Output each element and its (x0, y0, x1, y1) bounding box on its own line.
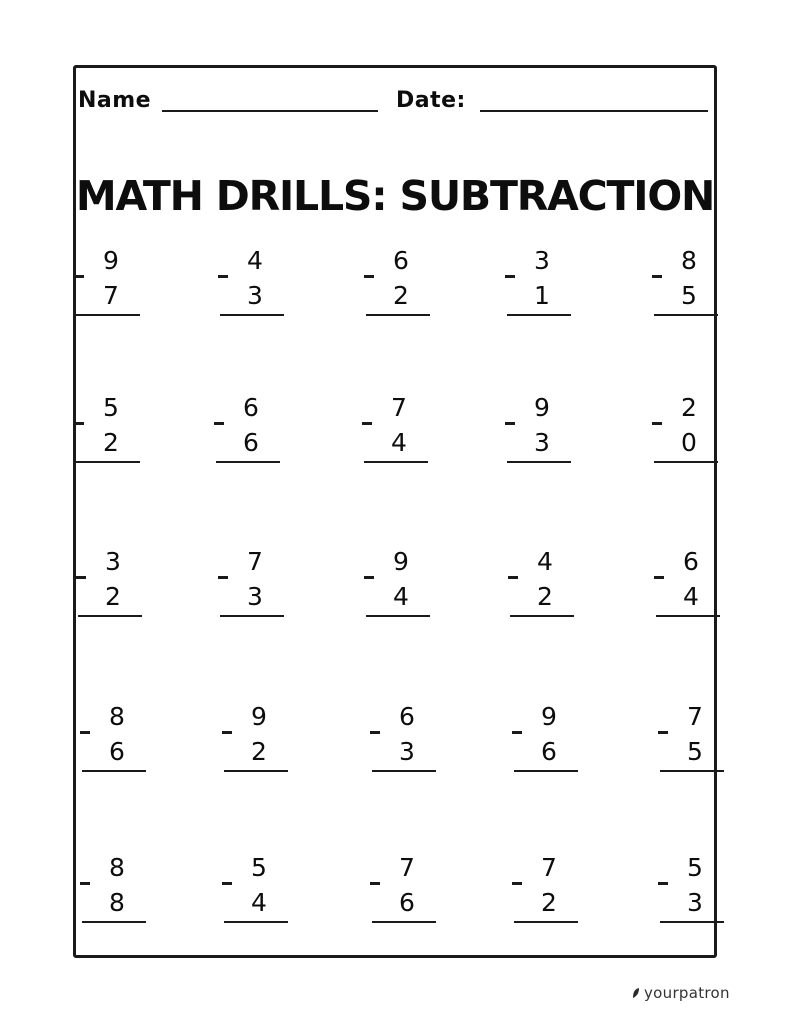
subtrahend: 5 (681, 281, 697, 310)
subtraction-problem (658, 854, 724, 930)
minuend: 3 (105, 547, 121, 576)
minus-sign (658, 882, 668, 885)
subtraction-problem (370, 703, 436, 779)
brand-name: yourpatron (644, 984, 730, 1002)
answer-line[interactable] (660, 921, 724, 923)
subtraction-problem (214, 394, 280, 470)
subtraction-problem (74, 394, 140, 470)
answer-line[interactable] (510, 615, 574, 617)
brand-logo (632, 983, 730, 1003)
minus-sign (74, 275, 84, 278)
answer-line[interactable] (78, 615, 142, 617)
subtraction-problem (362, 394, 428, 470)
subtrahend: 6 (399, 888, 415, 917)
answer-line[interactable] (76, 314, 140, 316)
minuend: 8 (681, 246, 697, 275)
subtrahend: 3 (534, 428, 550, 457)
minus-sign (74, 422, 84, 425)
minuend: 4 (537, 547, 553, 576)
subtrahend: 6 (541, 737, 557, 766)
subtraction-problem (370, 854, 436, 930)
minus-sign (370, 882, 380, 885)
subtraction-problem (652, 394, 718, 470)
name-label: Name (78, 88, 152, 113)
subtraction-problem (652, 247, 718, 323)
subtrahend: 2 (537, 582, 553, 611)
minus-sign (222, 731, 232, 734)
minus-sign (80, 882, 90, 885)
answer-line[interactable] (216, 461, 280, 463)
minuend: 7 (541, 853, 557, 882)
minus-sign (364, 275, 374, 278)
minuend: 7 (399, 853, 415, 882)
answer-line[interactable] (220, 615, 284, 617)
minuend: 6 (399, 702, 415, 731)
subtraction-problem (74, 247, 140, 323)
minus-sign (505, 275, 515, 278)
subtrahend: 2 (541, 888, 557, 917)
minus-sign (218, 576, 228, 579)
answer-line[interactable] (507, 461, 571, 463)
minuend: 5 (251, 853, 267, 882)
minus-sign (80, 731, 90, 734)
minus-sign (362, 422, 372, 425)
subtrahend: 2 (393, 281, 409, 310)
minus-sign (214, 422, 224, 425)
subtrahend: 3 (247, 582, 263, 611)
answer-line[interactable] (366, 314, 430, 316)
subtrahend: 6 (243, 428, 259, 457)
subtrahend: 4 (683, 582, 699, 611)
minuend: 6 (243, 393, 259, 422)
subtraction-problem (505, 247, 571, 323)
subtrahend: 3 (687, 888, 703, 917)
answer-line[interactable] (514, 770, 578, 772)
date-field[interactable] (480, 110, 708, 112)
subtraction-problem (658, 703, 724, 779)
minuend: 9 (393, 547, 409, 576)
minuend: 9 (534, 393, 550, 422)
minus-sign (370, 731, 380, 734)
minuend: 5 (687, 853, 703, 882)
subtraction-problem (508, 548, 574, 624)
subtrahend: 4 (251, 888, 267, 917)
minuend: 7 (247, 547, 263, 576)
subtraction-problem (222, 854, 288, 930)
minuend: 4 (247, 246, 263, 275)
answer-line[interactable] (654, 314, 718, 316)
subtrahend: 8 (109, 888, 125, 917)
minuend: 6 (683, 547, 699, 576)
subtrahend: 3 (247, 281, 263, 310)
subtrahend: 6 (109, 737, 125, 766)
minuend: 9 (541, 702, 557, 731)
subtrahend: 5 (687, 737, 703, 766)
minus-sign (505, 422, 515, 425)
subtraction-problem (512, 854, 578, 930)
subtraction-problem (222, 703, 288, 779)
answer-line[interactable] (224, 921, 288, 923)
minuend: 8 (109, 853, 125, 882)
answer-line[interactable] (372, 770, 436, 772)
answer-line[interactable] (656, 615, 720, 617)
subtraction-problem (218, 247, 284, 323)
answer-line[interactable] (654, 461, 718, 463)
header-row (78, 88, 714, 118)
minus-sign (222, 882, 232, 885)
subtraction-problem (364, 548, 430, 624)
subtrahend: 2 (251, 737, 267, 766)
minus-sign (652, 422, 662, 425)
minuend: 9 (103, 246, 119, 275)
answer-line[interactable] (82, 921, 146, 923)
minus-sign (512, 882, 522, 885)
subtraction-problem (512, 703, 578, 779)
subtrahend: 4 (391, 428, 407, 457)
name-field[interactable] (162, 110, 378, 112)
subtrahend: 4 (393, 582, 409, 611)
subtrahend: 1 (534, 281, 550, 310)
minuend: 9 (251, 702, 267, 731)
date-label: Date: (396, 88, 466, 113)
minus-sign (364, 576, 374, 579)
subtraction-problem (218, 548, 284, 624)
minuend: 2 (681, 393, 697, 422)
minuend: 5 (103, 393, 119, 422)
answer-line[interactable] (507, 314, 571, 316)
minuend: 7 (687, 702, 703, 731)
answer-line[interactable] (220, 314, 284, 316)
answer-line[interactable] (364, 461, 428, 463)
minus-sign (218, 275, 228, 278)
subtrahend: 0 (681, 428, 697, 457)
minuend: 8 (109, 702, 125, 731)
leaf-icon (632, 987, 640, 999)
subtrahend: 2 (103, 428, 119, 457)
answer-line[interactable] (514, 921, 578, 923)
subtraction-problem (76, 548, 142, 624)
minus-sign (512, 731, 522, 734)
answer-line[interactable] (660, 770, 724, 772)
subtraction-problem (505, 394, 571, 470)
minus-sign (652, 275, 662, 278)
minus-sign (658, 731, 668, 734)
minuend: 7 (391, 393, 407, 422)
subtraction-problem (80, 854, 146, 930)
page-title: MATH DRILLS: SUBTRACTION (75, 172, 715, 220)
subtraction-problem (80, 703, 146, 779)
subtraction-problem (364, 247, 430, 323)
subtrahend: 3 (399, 737, 415, 766)
answer-line[interactable] (366, 615, 430, 617)
minus-sign (508, 576, 518, 579)
answer-line[interactable] (224, 770, 288, 772)
subtrahend: 7 (103, 281, 119, 310)
minus-sign (76, 576, 86, 579)
answer-line[interactable] (82, 770, 146, 772)
answer-line[interactable] (372, 921, 436, 923)
subtraction-problem (654, 548, 720, 624)
minus-sign (654, 576, 664, 579)
answer-line[interactable] (76, 461, 140, 463)
subtrahend: 2 (105, 582, 121, 611)
minuend: 6 (393, 246, 409, 275)
minuend: 3 (534, 246, 550, 275)
